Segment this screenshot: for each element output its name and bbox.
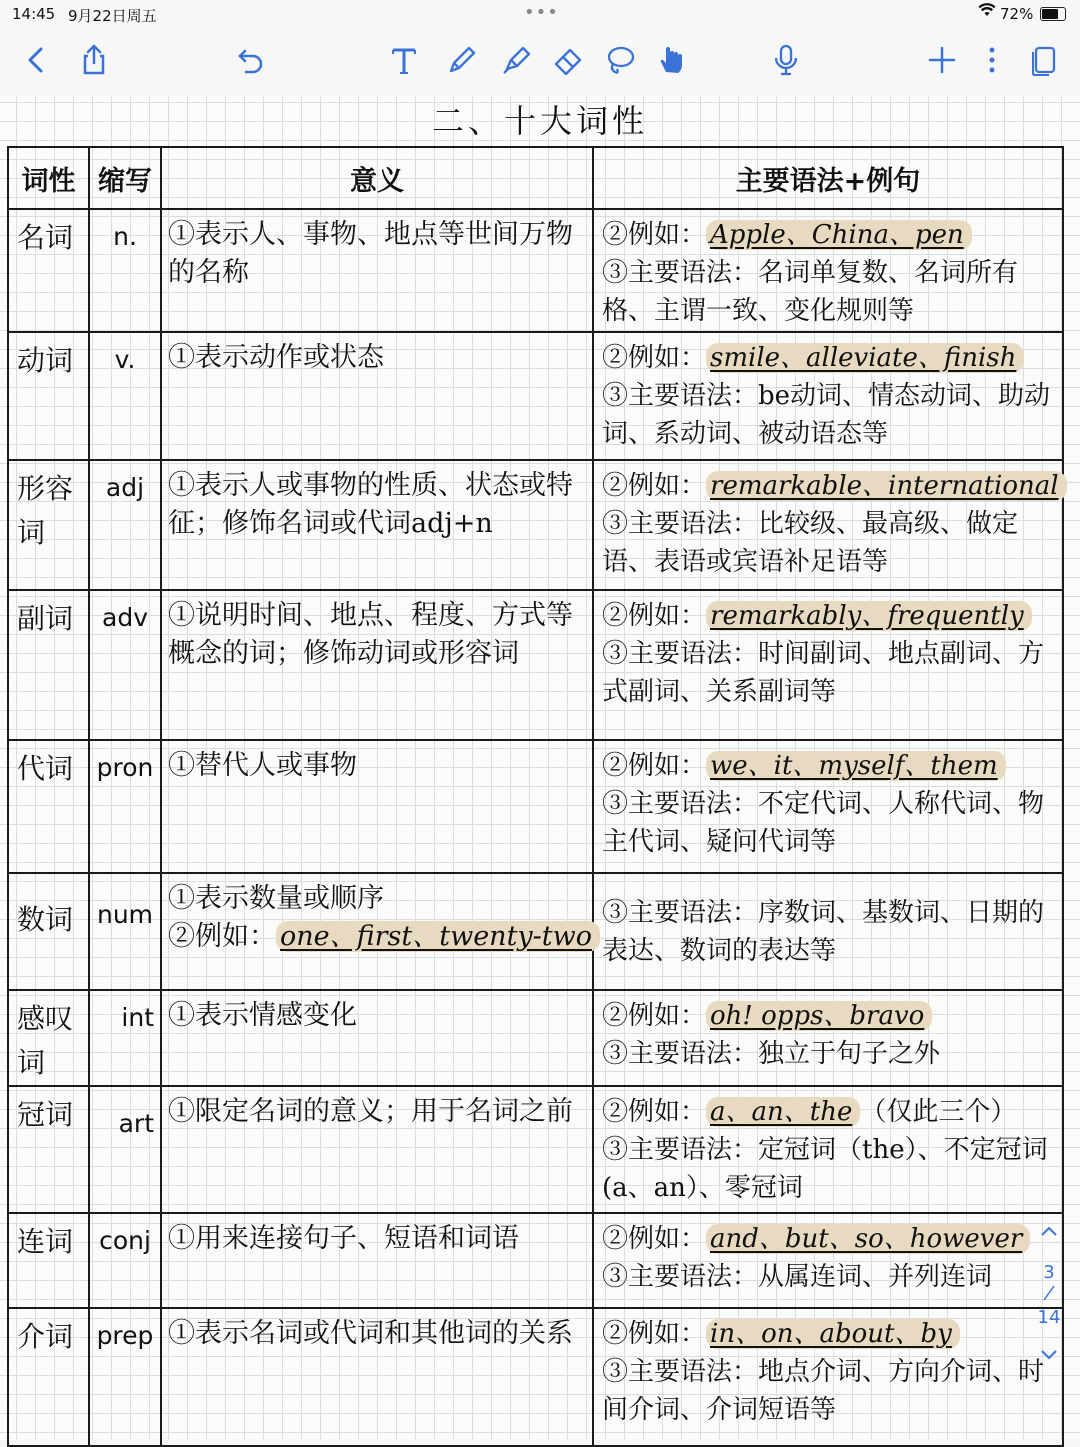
example-prefix: ②例如： bbox=[602, 343, 707, 373]
grammar-cell bbox=[593, 460, 1063, 590]
meaning-cell: ①表示动作或状态 bbox=[161, 332, 593, 460]
grammar-cell bbox=[593, 332, 1063, 460]
add-icon[interactable] bbox=[920, 38, 964, 82]
text-tool-icon[interactable] bbox=[382, 38, 426, 82]
example-words: we、it、myself、them bbox=[706, 751, 1006, 781]
undo-icon[interactable] bbox=[228, 38, 272, 82]
example-words: oh! opps、bravo bbox=[706, 1001, 932, 1031]
example-words: in、on、about、by bbox=[706, 1319, 960, 1349]
abbr-cell: conj bbox=[89, 1213, 161, 1308]
table-header-row bbox=[8, 147, 1063, 209]
grammar-cell bbox=[593, 1213, 1063, 1308]
current-page-number: 3 bbox=[1043, 1262, 1055, 1283]
abbr-cell: art bbox=[89, 1086, 161, 1213]
pos-cell: 形容词 bbox=[8, 460, 89, 590]
table-row bbox=[8, 1308, 1063, 1446]
table-row bbox=[8, 1086, 1063, 1213]
pos-cell: 动词 bbox=[8, 332, 89, 460]
table-row bbox=[8, 873, 1063, 990]
pen-icon[interactable] bbox=[440, 38, 484, 82]
meaning-cell bbox=[161, 873, 593, 990]
table-row bbox=[8, 460, 1063, 590]
abbr-cell: adj bbox=[89, 460, 161, 590]
header-meaning: 意义 bbox=[161, 147, 593, 209]
grammar-text: ③主要语法：比较级、最高级、做定语、表语或宾语补足语等 bbox=[602, 509, 1019, 577]
page-down-icon[interactable] bbox=[1034, 1346, 1064, 1367]
header-pos: 词性 bbox=[8, 147, 89, 209]
example-prefix: ②例如： bbox=[602, 220, 707, 250]
example-prefix: ②例如： bbox=[602, 471, 707, 501]
abbr-cell: adv bbox=[89, 590, 161, 740]
page-up-icon[interactable] bbox=[1034, 1222, 1064, 1243]
status-date: 9月22日周五 bbox=[68, 7, 157, 25]
abbr-cell: num bbox=[89, 873, 161, 990]
more-icon[interactable] bbox=[970, 38, 1014, 82]
grammar-text: ③主要语法：be动词、情态动词、助动词、系动词、被动语态等 bbox=[602, 381, 1051, 449]
table-row bbox=[8, 1213, 1063, 1308]
example-suffix: （仅此三个） bbox=[860, 1097, 1017, 1127]
toolbar bbox=[0, 28, 1080, 97]
meaning-cell: ①用来连接句子、短语和词语 bbox=[161, 1213, 593, 1308]
example-prefix: ②例如： bbox=[602, 1097, 707, 1127]
grammar-cell bbox=[593, 873, 1063, 990]
battery-icon bbox=[1040, 7, 1066, 21]
grammar-cell bbox=[593, 209, 1063, 332]
total-page-count: 14 bbox=[1037, 1307, 1061, 1328]
abbr-cell: n. bbox=[89, 209, 161, 332]
back-icon[interactable] bbox=[14, 38, 58, 82]
meaning-text: ①表示数量或顺序 bbox=[168, 883, 384, 914]
grammar-text: ③主要语法：名词单复数、名词所有格、主谓一致、变化规则等 bbox=[602, 258, 1019, 326]
pos-cell: 冠词 bbox=[8, 1086, 89, 1213]
pos-cell: 感叹词 bbox=[8, 990, 89, 1086]
grammar-text: ③主要语法：独立于句子之外 bbox=[602, 1039, 941, 1069]
grammar-text: ③主要语法：地点介词、方向介词、时间介词、介词短语等 bbox=[602, 1357, 1045, 1425]
pos-table bbox=[7, 146, 1064, 1447]
pages-icon[interactable] bbox=[1022, 38, 1066, 82]
example-words: remarkably、frequently bbox=[706, 601, 1032, 631]
lasso-icon[interactable] bbox=[598, 38, 642, 82]
example-prefix: ②例如： bbox=[602, 601, 707, 631]
battery-percent: 72% bbox=[1000, 5, 1034, 23]
grammar-text: ③主要语法：定冠词（the）、不定冠词(a、an）、零冠词 bbox=[602, 1135, 1048, 1203]
example-words: remarkable、international bbox=[706, 471, 1067, 501]
grammar-cell bbox=[593, 1086, 1063, 1213]
status-bar bbox=[0, 0, 1080, 28]
example-prefix: ②例如： bbox=[602, 751, 707, 781]
multitasking-dots-icon[interactable]: ••• bbox=[524, 2, 559, 23]
grammar-cell bbox=[593, 1308, 1063, 1446]
example-words: one、first、twenty-two bbox=[276, 921, 600, 952]
share-icon[interactable] bbox=[72, 38, 116, 82]
pos-cell: 连词 bbox=[8, 1213, 89, 1308]
table-row bbox=[8, 590, 1063, 740]
pos-cell: 副词 bbox=[8, 590, 89, 740]
example-prefix: ②例如： bbox=[602, 1224, 707, 1254]
grammar-text: ③主要语法：时间副词、地点副词、方式副词、关系副词等 bbox=[602, 639, 1045, 707]
example-prefix: ②例如： bbox=[602, 1001, 707, 1031]
pos-cell: 数词 bbox=[8, 873, 89, 990]
pos-cell: 代词 bbox=[8, 740, 89, 873]
example-words: smile、alleviate、finish bbox=[706, 343, 1024, 373]
highlighter-icon[interactable] bbox=[494, 38, 538, 82]
example-words: and、but、so、however bbox=[706, 1224, 1030, 1254]
grammar-text: ③主要语法：从属连词、并列连词 bbox=[602, 1262, 993, 1292]
grammar-cell bbox=[593, 590, 1063, 740]
meaning-cell: ①说明时间、地点、程度、方式等概念的词；修饰动词或形容词 bbox=[161, 590, 593, 740]
meaning-cell: ①表示名词或代词和其他词的关系 bbox=[161, 1308, 593, 1446]
example-prefix: ②例如： bbox=[168, 921, 276, 952]
grammar-text: ③主要语法：序数词、基数词、日期的表达、数词的表达等 bbox=[602, 898, 1045, 966]
abbr-cell: v. bbox=[89, 332, 161, 460]
mic-icon[interactable] bbox=[764, 38, 808, 82]
meaning-cell: ①表示情感变化 bbox=[161, 990, 593, 1086]
header-grammar: 主要语法+例句 bbox=[593, 147, 1063, 209]
table-row bbox=[8, 740, 1063, 873]
eraser-icon[interactable] bbox=[546, 38, 590, 82]
meaning-cell: ①限定名词的意义；用于名词之前 bbox=[161, 1086, 593, 1213]
hand-icon[interactable] bbox=[650, 38, 694, 82]
meaning-cell: ①表示人或事物的性质、状态或特征；修饰名词或代词adj+n bbox=[161, 460, 593, 590]
example-prefix: ②例如： bbox=[602, 1319, 707, 1349]
page-title: 二、十大词性 bbox=[431, 102, 648, 140]
example-words: Apple、China、pen bbox=[706, 220, 972, 250]
grammar-cell bbox=[593, 740, 1063, 873]
table-row bbox=[8, 209, 1063, 332]
grammar-text: ③主要语法：不定代词、人称代词、物主代词、疑问代词等 bbox=[602, 789, 1045, 857]
table-row bbox=[8, 332, 1063, 460]
status-time: 14:45 bbox=[12, 5, 56, 23]
grammar-cell bbox=[593, 990, 1063, 1086]
wifi-icon bbox=[978, 3, 996, 21]
meaning-cell: ①替代人或事物 bbox=[161, 740, 593, 873]
pos-cell: 介词 bbox=[8, 1308, 89, 1446]
table-row bbox=[8, 990, 1063, 1086]
page-separator bbox=[1034, 1284, 1064, 1307]
example-words: a、an、the bbox=[706, 1097, 860, 1127]
meaning-cell: ①表示人、事物、地点等世间万物的名称 bbox=[161, 209, 593, 332]
abbr-cell: pron bbox=[89, 740, 161, 873]
abbr-cell: prep bbox=[89, 1308, 161, 1446]
pos-cell: 名词 bbox=[8, 209, 89, 332]
abbr-cell: int bbox=[89, 990, 161, 1086]
header-abbr: 缩写 bbox=[89, 147, 161, 209]
